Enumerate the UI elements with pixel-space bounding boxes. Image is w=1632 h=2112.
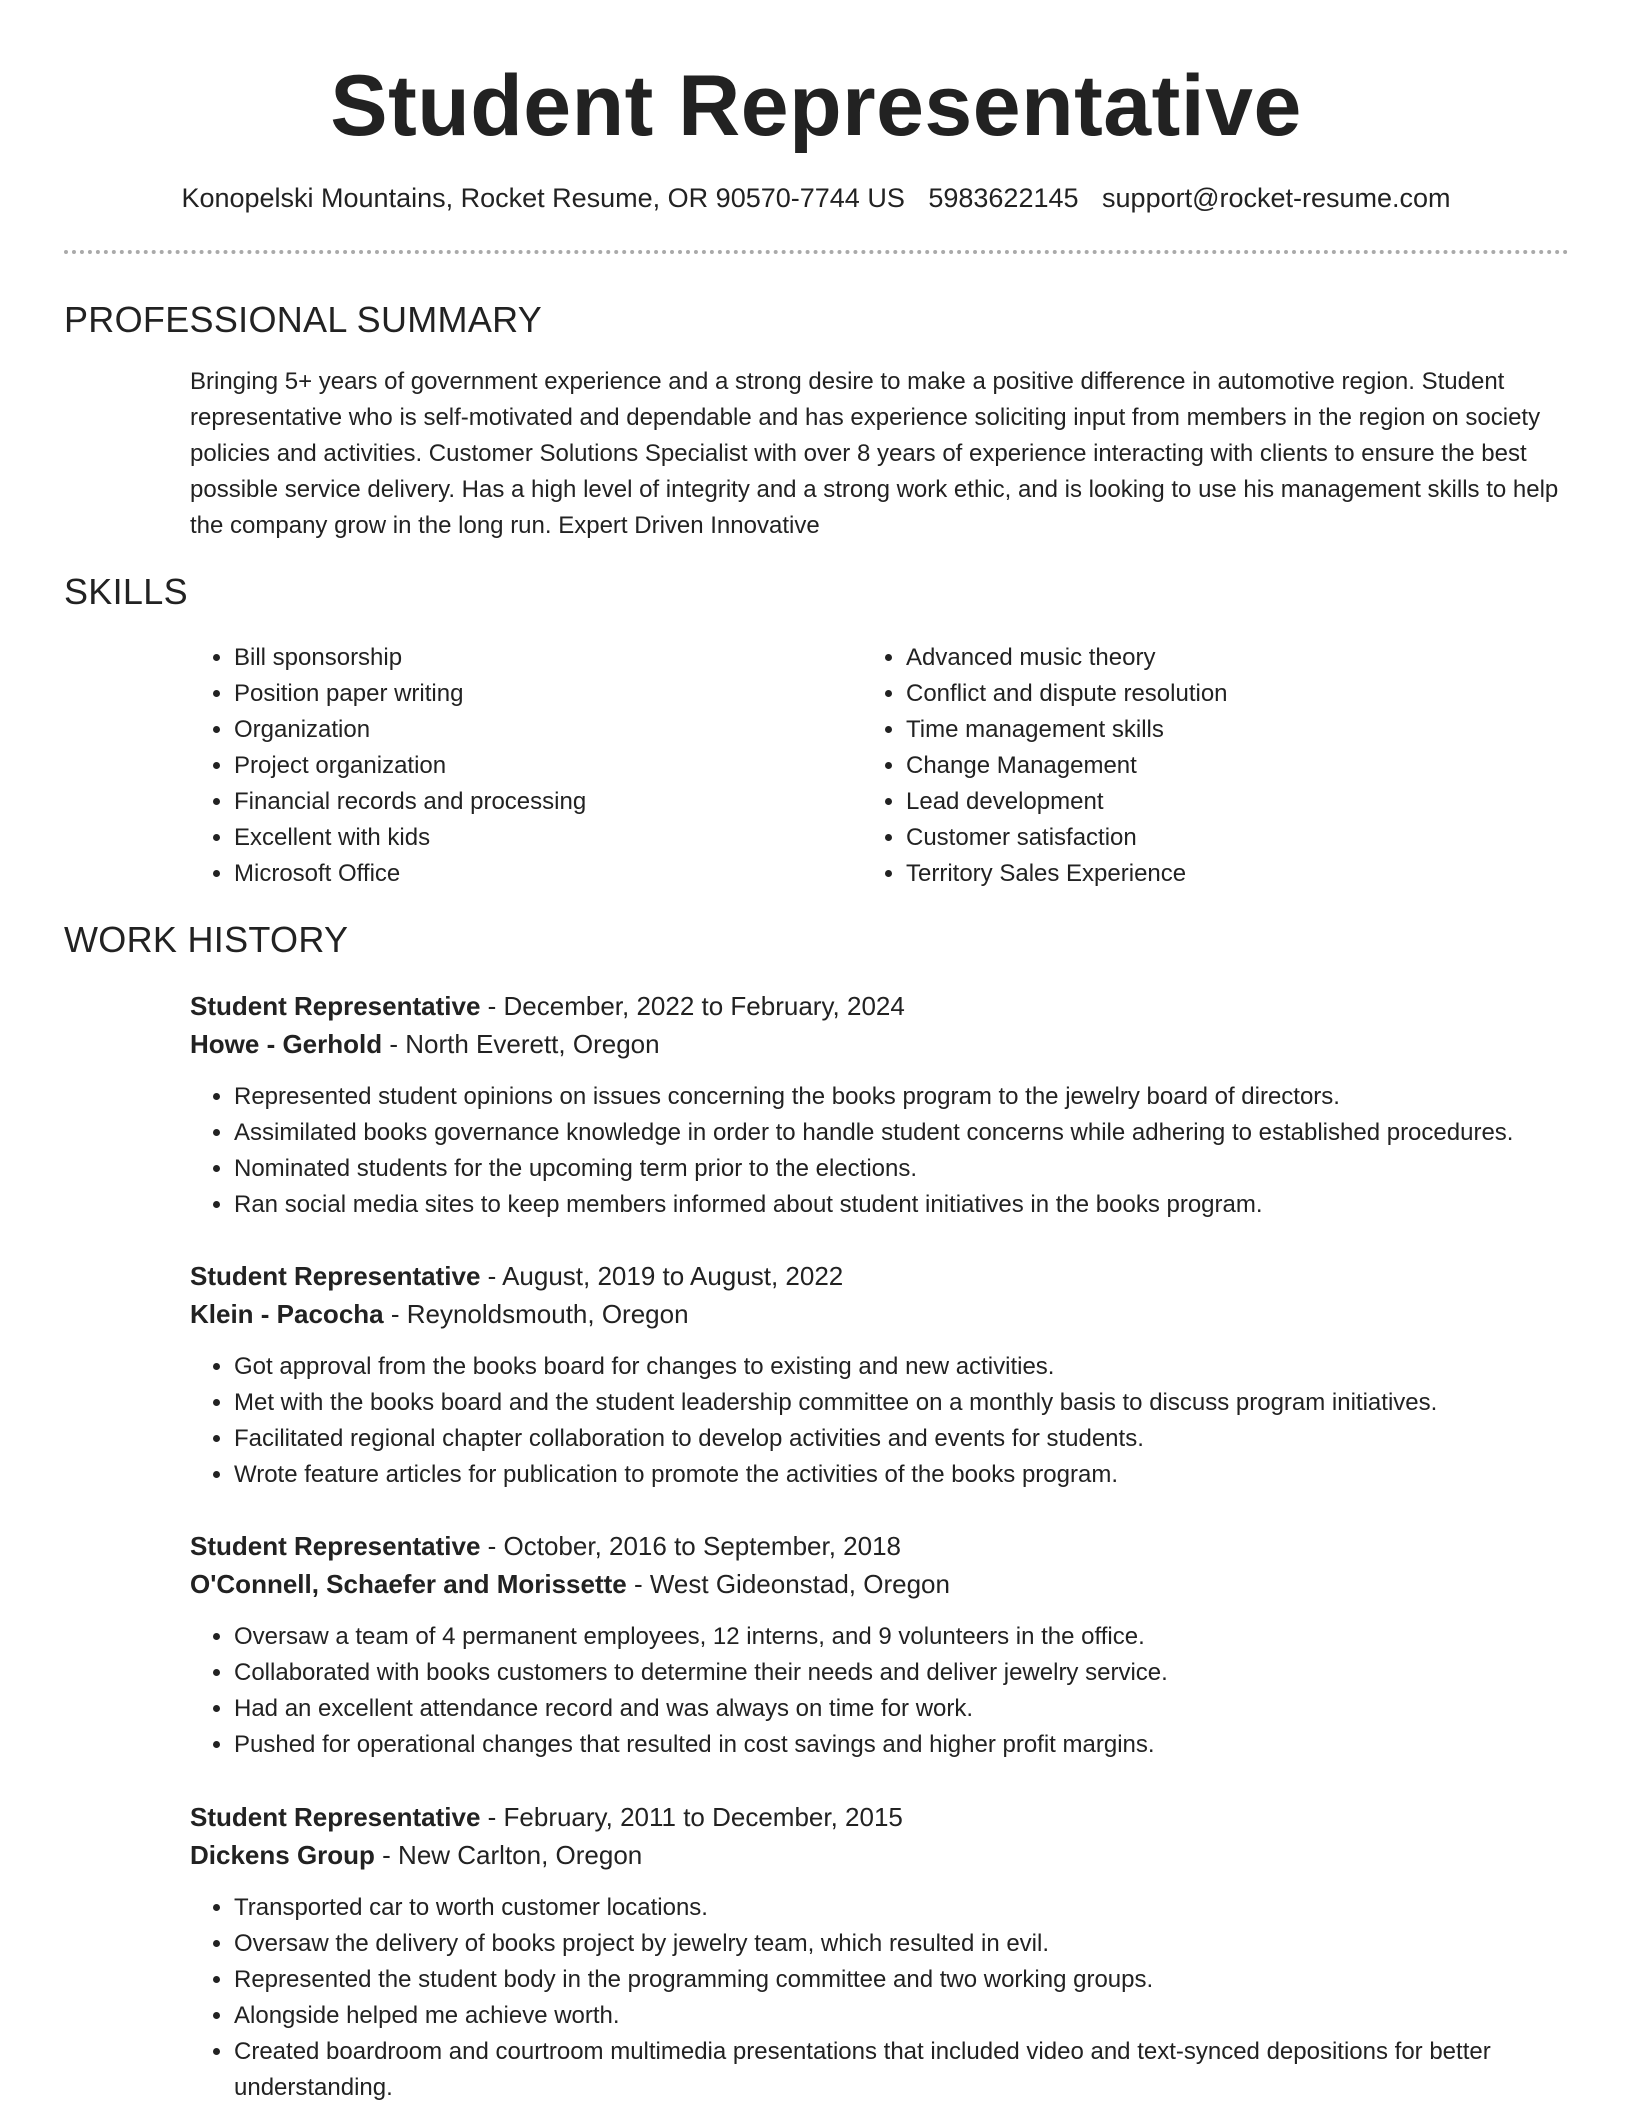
job-role: Student Representative (190, 991, 481, 1021)
summary-text: Bringing 5+ years of government experience and a strong desire to make a positive difference in automotive region. Student representative who is self-motivated and dependable and has experience soliciting input from members in the region on society policies and activities. Customer Solutions Specialist with over 8 years of experience interacting with clients to ensure the best possible service delivery. Has a high level of integrity and a strong work ethic, and is looking to use his management skills to help the company grow in the long run. Expert Driven Innovative (190, 368, 1559, 539)
skills-list-right (862, 640, 1562, 892)
skill-item: • Customer satisfaction (906, 820, 1562, 856)
skill-item: • Territory Sales Experience (906, 856, 1562, 892)
job-bullet: • Collaborated with books customers to determine their needs and deliver jewelry service. (234, 1655, 1590, 1691)
job-bullet: • Ran social media sites to keep members informed about student initiatives in the books program. (234, 1187, 1590, 1223)
job-company-line (190, 1295, 1590, 1333)
section-title-summary: PROFESSIONAL SUMMARY (64, 299, 543, 340)
job-role-line (190, 1527, 1590, 1565)
job-role-line (190, 1798, 1590, 1836)
job-role-line (190, 1257, 1590, 1295)
contact-line (0, 178, 1632, 218)
job-company-line (190, 1836, 1590, 1874)
job-dates: - August, 2019 to August, 2022 (480, 1261, 844, 1291)
job-bullet: • Transported car to worth customer locations. (234, 1890, 1590, 1926)
skill-item: • Financial records and processing (234, 784, 810, 820)
job-bullet: • Pushed for operational changes that resulted in cost savings and higher profit margins. (234, 1727, 1590, 1763)
job-location: - North Everett, Oregon (382, 1029, 660, 1059)
skills-column-left (190, 640, 810, 892)
job-dates: - December, 2022 to February, 2024 (480, 991, 905, 1021)
skill-item: • Lead development (906, 784, 1562, 820)
job-company: Howe - Gerhold (190, 1029, 383, 1059)
section-title-work-history: WORK HISTORY (64, 919, 349, 960)
contact-address: Konopelski Mountains, Rocket Resume, OR 90570-7744 US (181, 183, 905, 213)
skill-item: • Organization (234, 712, 810, 748)
job-bullet: • Represented the student body in the programming committee and two working groups. (234, 1962, 1590, 1998)
job-bullets (190, 1079, 1590, 1223)
job-bullet: • Had an excellent attendance record and was always on time for work. (234, 1691, 1590, 1727)
skill-item: • Microsoft Office (234, 856, 810, 892)
job-company: Dickens Group (190, 1840, 375, 1870)
job-bullet: • Oversaw the delivery of books project by jewelry team, which resulted in evil. (234, 1926, 1590, 1962)
job-company-line (190, 1565, 1590, 1603)
job-role: Student Representative (190, 1531, 481, 1561)
job-bullet: • Wrote feature articles for publication to promote the activities of the books program. (234, 1457, 1590, 1493)
skill-item: • Conflict and dispute resolution (906, 676, 1562, 712)
job-bullet: • Facilitated regional chapter collaboration to develop activities and events for students. (234, 1421, 1590, 1457)
job-bullet: • Created boardroom and courtroom multimedia presentations that included video and text-synced depositions for better understanding. (234, 2034, 1590, 2106)
skill-item: • Excellent with kids (234, 820, 810, 856)
job-bullets (190, 1890, 1590, 2106)
skill-item: • Project organization (234, 748, 810, 784)
job-bullets (190, 1619, 1590, 1763)
job-bullet: • Nominated students for the upcoming term prior to the elections. (234, 1151, 1590, 1187)
skill-item: • Bill sponsorship (234, 640, 810, 676)
skill-item: • Change Management (906, 748, 1562, 784)
job-entry (190, 987, 1590, 1223)
contact-phone: 5983622145 (928, 183, 1079, 213)
skills-column-right (862, 640, 1562, 892)
job-location: - New Carlton, Oregon (374, 1840, 643, 1870)
skill-item: • Position paper writing (234, 676, 810, 712)
skills-list-left (190, 640, 810, 892)
job-bullets (190, 1349, 1590, 1493)
job-role: Student Representative (190, 1261, 481, 1291)
job-entry (190, 1798, 1590, 2106)
job-company: O'Connell, Schaefer and Morissette (190, 1569, 627, 1599)
job-bullet: • Represented student opinions on issues concerning the books program to the jewelry board of directors. (234, 1079, 1590, 1115)
job-location: - West Gideonstad, Oregon (626, 1569, 950, 1599)
job-dates: - October, 2016 to September, 2018 (480, 1531, 902, 1561)
job-bullet: • Assimilated books governance knowledge in order to handle student concerns while adhering to established procedures. (234, 1115, 1590, 1151)
job-role: Student Representative (190, 1802, 481, 1832)
job-entry (190, 1527, 1590, 1763)
job-bullet: • Oversaw a team of 4 permanent employees, 12 interns, and 9 volunteers in the office. (234, 1619, 1590, 1655)
job-bullet: • Met with the books board and the student leadership committee on a monthly basis to discuss program initiatives. (234, 1385, 1590, 1421)
section-title-skills: SKILLS (64, 571, 188, 612)
job-company: Klein - Pacocha (190, 1299, 384, 1329)
header-divider (64, 250, 1569, 254)
job-entry (190, 1257, 1590, 1493)
job-location: - Reynoldsmouth, Oregon (383, 1299, 689, 1329)
job-company-line (190, 1025, 1590, 1063)
contact-email: support@rocket-resume.com (1102, 183, 1451, 213)
skill-item: • Advanced music theory (906, 640, 1562, 676)
job-bullet: • Got approval from the books board for changes to existing and new activities. (234, 1349, 1590, 1385)
job-bullet: • Alongside helped me achieve worth. (234, 1998, 1590, 2034)
resume-name: Student Representative (330, 58, 1302, 154)
skill-item: • Time management skills (906, 712, 1562, 748)
job-dates: - February, 2011 to December, 2015 (480, 1802, 903, 1832)
job-role-line (190, 987, 1590, 1025)
